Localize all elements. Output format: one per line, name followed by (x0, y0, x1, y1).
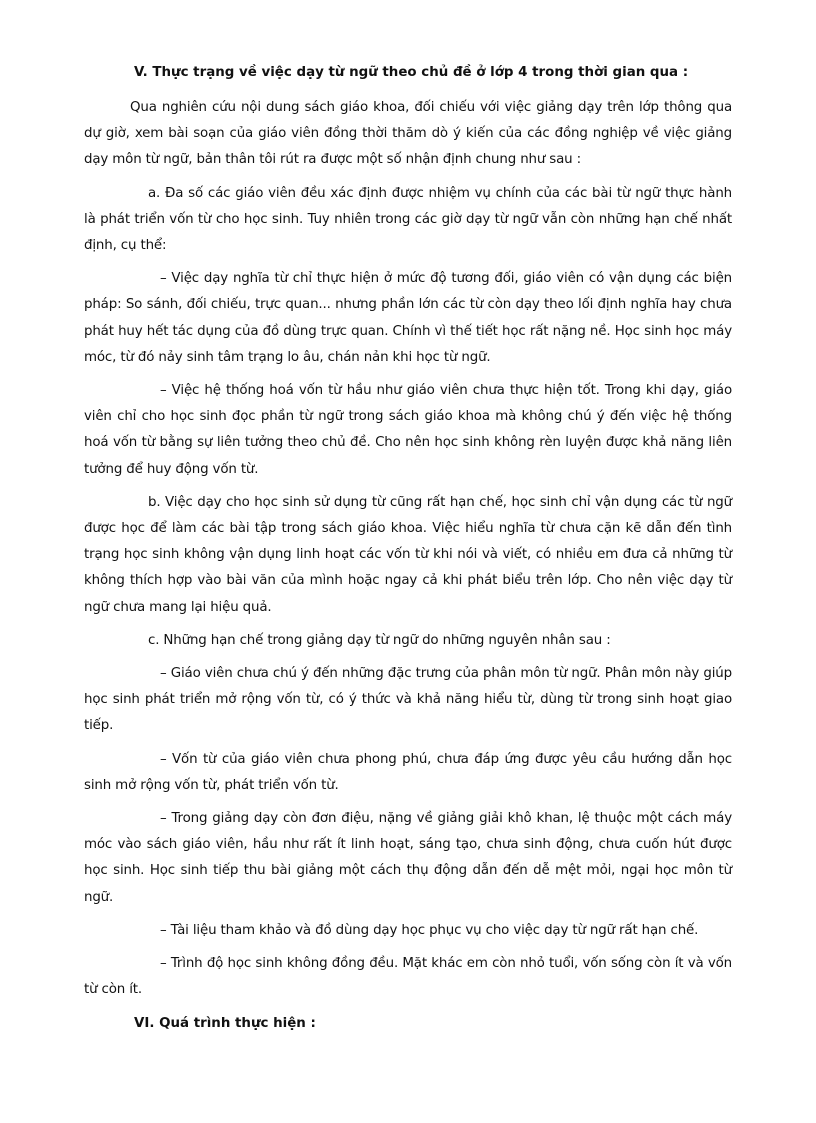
point-c-item-2: – Vốn từ của giáo viên chưa phong phú, chưa đáp ứng được yêu cầu hướng dẫn học sinh mở rộng vốn từ, phát triển vốn từ. (84, 751, 732, 793)
point-a-item-2: – Việc hệ thống hoá vốn từ hầu như giáo viên chưa thực hiện tốt. Trong khi dạy, giáo viên chỉ cho học sinh đọc phần từ ngữ trong sách giáo khoa mà không chú ý đến việc hệ thống hoá vốn từ bằng sự liên tưởng theo chủ đề. Cho nên học sinh không rèn luyện được khả năng liên tưởng để huy động vốn từ. (84, 383, 732, 477)
document-page (84, 60, 732, 1046)
point-c-item-4: – Tài liệu tham khảo và đồ dùng dạy học phục vụ cho việc dạy từ ngữ rất hạn chế. (160, 922, 699, 938)
point-a-paragraph: a. Đa số các giáo viên đều xác định được nhiệm vụ chính của các bài từ ngữ thực hành là phát triển vốn từ cho học sinh. Tuy nhiên trong các giờ dạy từ ngữ vẫn còn những hạn chế nhất định, cụ thể: (84, 185, 732, 254)
point-b-paragraph: b. Việc dạy cho học sinh sử dụng từ cũng rất hạn chế, học sinh chỉ vận dụng các từ ngữ được học để làm các bài tập trong sách giáo khoa. Việc hiểu nghĩa từ chưa cặn kẽ dẫn đến tình trạng học sinh không vận dụng linh hoạt các vốn từ khi nói và viết, có nhiều em đưa cả những từ không thích hợp vào bài văn của mình hoặc ngay cả khi phát biểu trên lớp. Cho nên việc dạy từ ngữ chưa mang lại hiệu quả. (84, 494, 732, 615)
point-c-item-1: – Giáo viên chưa chú ý đến những đặc trưng của phân môn từ ngữ. Phân môn này giúp học sinh phát triển mở rộng vốn từ, có ý thức và khả năng hiểu từ, dùng từ trong sinh hoạt giao tiếp. (84, 666, 732, 734)
point-c-item-5: – Trình độ học sinh không đồng đều. Mặt khác em còn nhỏ tuổi, vốn sống còn ít và vốn từ còn ít. (84, 956, 732, 998)
point-c-paragraph: c. Những hạn chế trong giảng dạy từ ngữ do những nguyên nhân sau : (148, 632, 611, 648)
section-heading-vi: VI. Quá trình thực hiện : (134, 1015, 316, 1031)
point-a-item-1: – Việc dạy nghĩa từ chỉ thực hiện ở mức độ tương đối, giáo viên có vận dụng các biện pháp: So sánh, đối chiếu, trực quan... nhưng phần lớn các từ còn dạy theo lối định nghĩa hay chưa phát huy hết tác dụng của đồ dùng trực quan. Chính vì thế tiết học rất nặng nề. Học sinh học máy móc, từ đó nảy sinh tâm trạng lo âu, chán nản khi học từ ngữ. (84, 271, 732, 365)
section-heading-v: V. Thực trạng về việc dạy từ ngữ theo chủ đề ở lớp 4 trong thời gian qua : (134, 65, 689, 80)
point-c-item-3: – Trong giảng dạy còn đơn điệu, nặng về giảng giải khô khan, lệ thuộc một cách máy móc vào sách giáo viên, hầu như rất ít linh hoạt, sáng tạo, chưa sinh động, chưa cuốn hút được học sinh. Học sinh tiếp thu bài giảng một cách thụ động dẫn đến dễ mệt mỏi, ngại học môn từ ngữ. (84, 811, 732, 905)
intro-paragraph: Qua nghiên cứu nội dung sách giáo khoa, đối chiếu với việc giảng dạy trên lớp thông qua dự giờ, xem bài soạn của giáo viên đồng thời thăm dò ý kiến của các đồng nghiệp về việc giảng dạy môn từ ngữ, bản thân tôi rút ra được một số nhận định chung như sau : (84, 100, 732, 168)
